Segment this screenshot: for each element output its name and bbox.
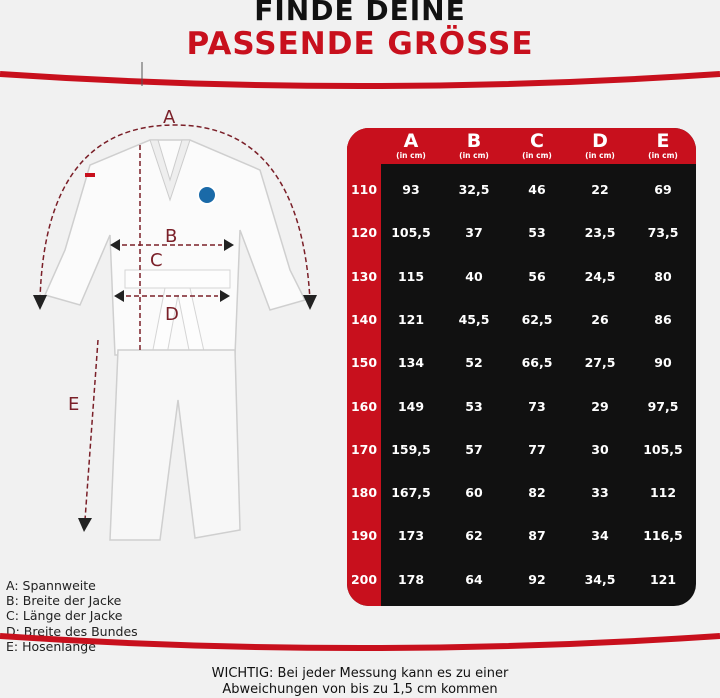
table-cell: 23,5 [584,225,616,241]
table-cell: 80 [654,268,672,284]
legend-item: C: Länge der Jacke [6,608,123,624]
size-cell: 110 [350,182,378,197]
table-cell: 116,5 [643,528,683,544]
table-cell: 64 [465,571,483,587]
table-cell: 32,5 [458,182,490,197]
note-line-1: WICHTIG: Bei jeder Messung kann es zu einer [211,666,509,681]
size-table [347,128,696,606]
table-cell: 134 [397,355,425,371]
label-b: B [165,226,178,247]
table-cell: 34 [591,528,609,544]
label-e: E [68,394,80,415]
title-line-2: PASSENDE GRÖSSE [186,26,534,62]
table-cell: 178 [397,571,425,587]
table-cell: 90 [654,355,672,371]
title-line-1: FINDE DEINE [254,0,466,27]
size-cell: 170 [350,441,378,457]
table-cell: 66,5 [521,355,553,371]
size-cell: 190 [350,528,378,544]
table-cell: 73,5 [647,225,679,241]
size-cell: 180 [350,485,378,501]
table-cell: 22 [591,182,609,197]
table-cell: 87 [528,528,546,544]
table-cell: 77 [528,441,546,457]
table-row [347,558,696,601]
size-cell: 200 [350,571,378,587]
table-row [347,514,696,557]
size-cell: 140 [350,311,378,327]
table-cell: 121 [397,311,425,327]
table-cell: 27,5 [584,355,616,371]
table-cell: 73 [528,398,546,414]
column-header-a: A (in cm) [396,130,426,160]
table-cell: 53 [528,225,546,241]
table-header [347,128,696,164]
table-cell: 69 [654,182,672,197]
table-cell: 121 [649,571,677,587]
logo-badge [198,186,216,204]
legend-item: A: Spannweite [6,578,96,593]
table-cell: 97,5 [647,398,679,414]
table-cell: 40 [465,268,483,284]
table-cell: 26 [591,311,609,327]
table-cell: 57 [465,441,483,457]
pants-shape [110,350,240,540]
table-cell: 45,5 [458,311,490,327]
label-d: D [165,304,179,325]
table-cell: 62 [465,528,483,544]
table-row [347,298,696,341]
size-cell: 130 [350,268,378,284]
legend-item: E: Hosenlänge [6,638,96,654]
table-cell: 105,5 [643,441,683,457]
table-cell: 56 [528,268,546,284]
size-cell: 150 [350,355,378,371]
note-line-2: Abweichungen von bis zu 1,5 cm kommen [222,682,498,697]
table-cell: 92 [528,571,546,587]
table-cell: 112 [649,485,677,501]
table-cell: 37 [465,225,483,241]
table-row [347,471,696,514]
table-row [347,168,696,211]
table-cell: 93 [402,182,420,197]
table-cell: 149 [397,398,425,414]
table-cell: 52 [465,355,483,371]
column-header-b: B (in cm) [459,130,489,160]
table-cell: 82 [528,485,546,501]
table-cell: 86 [654,311,672,327]
table-cell: 105,5 [391,225,431,241]
table-row [347,428,696,471]
table-cell: 24,5 [584,268,616,284]
column-header-e: E (in cm) [648,130,678,160]
table-row [347,255,696,298]
column-header-c: C (in cm) [522,130,552,160]
label-a: A [163,107,176,128]
legend-item: D: Breite des Bundes [6,623,138,639]
table-cell: 167,5 [391,485,431,501]
table-cell: 53 [465,398,483,414]
table-cell: 173 [397,528,425,544]
table-cell: 115 [397,268,425,284]
uniform-figure [0,100,345,570]
table-row [347,341,696,384]
top-divider-curve [0,60,720,100]
label-c: C [150,250,163,271]
table-cell: 46 [528,182,546,197]
legend-item: B: Breite der Jacke [6,593,122,609]
table-cell: 62,5 [521,311,553,327]
table-row [347,211,696,254]
bottom-divider-curve [0,630,720,660]
table-cell: 34,5 [584,571,616,587]
table-row [347,385,696,428]
size-cell: 120 [350,225,378,241]
size-cell: 160 [350,398,378,414]
table-cell: 29 [591,398,609,414]
column-header-d: D (in cm) [585,130,615,160]
table-cell: 30 [591,441,609,457]
table-cell: 33 [591,485,609,501]
table-cell: 159,5 [391,441,431,457]
important-note [0,666,720,698]
table-cell: 60 [465,485,483,501]
